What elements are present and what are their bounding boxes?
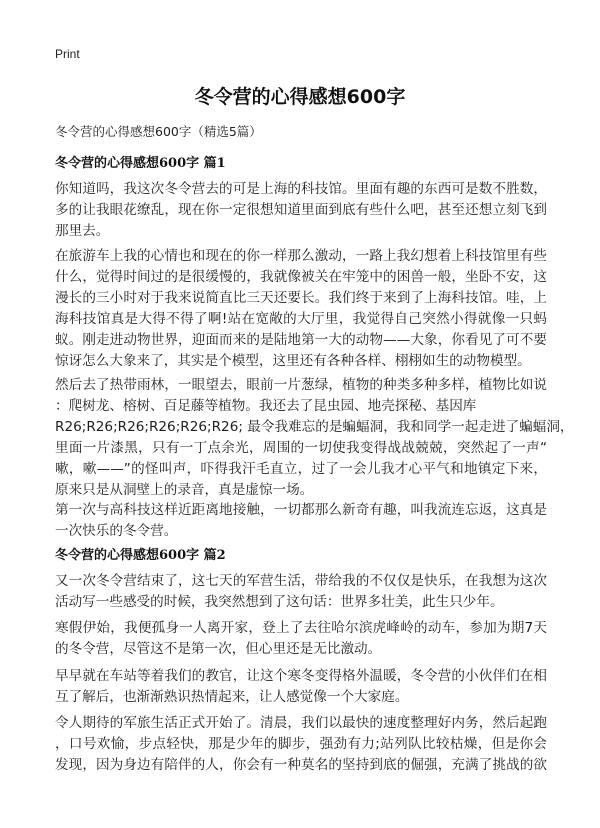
text-line: 海科技馆真是大得不得了啊!站在宽敞的大厅里，我觉得自己突然小得就像一只蚂 — [55, 311, 547, 327]
text-line: 互了解后，也渐渐熟识热情起来，让人感觉像一个大家庭。 — [55, 689, 409, 705]
text-line: 活动写一些感受的时候，我突然想到了这句话：世界多壮美，此生只少年。 — [55, 594, 504, 610]
text-line: 什么，觉得时间过的是很缓慢的，我就像被关在牢笼中的困兽一般，坐卧不安，这 — [55, 269, 547, 285]
paragraph — [55, 179, 547, 242]
text-line: 第一次与高科技这样近距离地接触，一切都那么新奇有趣，叫我流连忘返，这真是 — [55, 502, 547, 518]
text-line: 一次快乐的冬令营。 — [55, 523, 178, 539]
paragraph — [55, 500, 547, 542]
paragraph — [55, 375, 574, 501]
text-line: 寒假伊始，我便孤身一人离开家，登上了去往哈尔滨虎峰岭的动车，参加为期7天 — [55, 620, 547, 636]
paragraph — [55, 618, 547, 660]
text-line: 然后去了热带雨林，一眼望去，眼前一片葱绿，植物的种类多种多样，植物比如说 — [55, 377, 547, 393]
print-label: Print — [55, 47, 80, 61]
paragraph — [55, 571, 547, 613]
section-heading-2: 冬令营的心得感想600字 篇2 — [55, 548, 226, 563]
text-line: 多的让我眼花缭乱，现在你一定很想知道里面到底有些什么吧，甚至还想立刻飞到 — [55, 202, 547, 218]
text-line: 原来只是从洞壁上的录音，真是虚惊一场。 — [55, 482, 314, 498]
text-line: 早早就在车站等着我们的教官，让这个寒冬变得格外温暖，冬令营的小伙伴们在相 — [55, 668, 547, 684]
paragraph — [55, 666, 547, 708]
text-line: 蚁。刚走进动物世界，迎面而来的是陆地第一大的动物——大象，你看见了可不要 — [55, 332, 547, 348]
paragraph — [55, 713, 547, 776]
text-line: 那里去。 — [55, 223, 110, 239]
section-heading-1: 冬令营的心得感想600字 篇1 — [55, 156, 226, 171]
text-line: 在旅游车上我的心情也和现在的你一样那么激动，一路上我幻想着上科技馆里有些 — [55, 248, 547, 264]
text-line: 惊讶怎么大象来了，其实是个模型，这里还有各种各样、栩栩如生的动物模型。 — [55, 353, 531, 369]
text-line: 发现，因为身边有陪伴的人，你会有一种莫名的坚持到底的倔强，充满了挑战的欲 — [55, 757, 547, 773]
text-line: ，口号欢愉，步点轻快，那是少年的脚步，强劲有力;站列队比较枯燥，但是你会 — [55, 736, 547, 752]
text-line: R26;R26;R26;R26;R26;R26; 最令我难忘的是蝙蝠洞，我和同学一起走进了蝙蝠洞， — [55, 419, 574, 435]
page-title: 冬令营的心得感想600字 — [194, 86, 406, 108]
text-line: 漫长的三小时对于我来说简直比三天还要长。我们终于来到了上海科技馆。哇，上 — [55, 290, 547, 306]
text-line: ：爬树龙、榕树、百足藤等植物。我还去了昆虫园、地壳探秘、基因库 — [55, 398, 477, 414]
document-subtitle: 冬令营的心得感想600字（精选5篇） — [55, 124, 262, 139]
text-line: 你知道吗，我这次冬令营去的可是上海的科技馆。里面有趣的东西可是数不胜数， — [55, 181, 547, 197]
paragraph — [55, 246, 547, 372]
text-line: 里面一片漆黑，只有一丁点余光，周围的一切使我变得战战兢兢，突然起了一声“ — [55, 440, 547, 456]
text-line: 的冬令营，尽管这不是第一次，但心里还是无比激动。 — [55, 641, 382, 657]
text-line: 又一次冬令营结束了，这七天的军营生活，带给我的不仅仅是快乐，在我想为这次 — [55, 573, 547, 589]
text-line: 嗽，嗽——”的怪叫声，吓得我汗毛直立，过了一会儿我才心平气和地镇定下来， — [55, 461, 547, 477]
text-line: 令人期待的军旅生活正式开始了。清晨，我们以最快的速度整理好内务，然后起跑 — [55, 715, 547, 731]
